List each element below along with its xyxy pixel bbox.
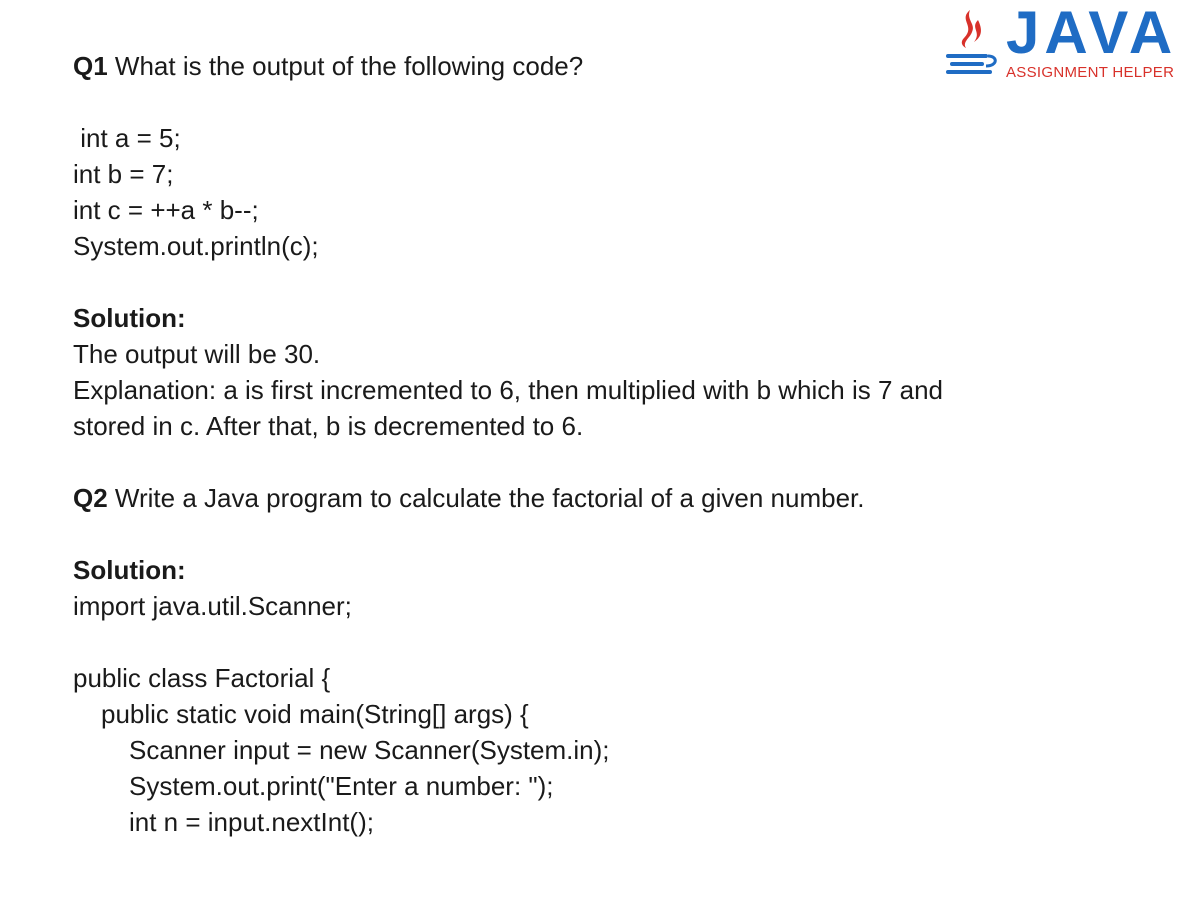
q2-solution-label: Solution: [73, 555, 186, 585]
code-line: int a = 5; [73, 123, 181, 153]
q1-heading [73, 48, 1073, 84]
spacer [73, 84, 1073, 120]
code-line: Scanner input = new Scanner(System.in); [129, 735, 610, 765]
spacer [73, 264, 1073, 300]
logo-wordmark: JAVA [1006, 0, 1178, 66]
q1-solution-label: Solution: [73, 303, 186, 333]
spacer [73, 444, 1073, 480]
code-line: import java.util.Scanner; [73, 591, 352, 621]
q1-explanation-cont: stored in c. After that, b is decremented to 6. [73, 411, 584, 441]
code-line: System.out.print("Enter a number: "); [129, 771, 554, 801]
code-line: int n = input.nextInt(); [129, 807, 374, 837]
q1-question: What is the output of the following code? [107, 51, 584, 81]
spacer [73, 516, 1073, 552]
q1-label: Q1 [73, 51, 108, 81]
code-line: int c = ++a * b--; [73, 195, 259, 225]
q1-explanation: Explanation: a is first incremented to 6, then multiplied with b which is 7 and [73, 375, 944, 405]
spacer [73, 624, 1073, 660]
q2-heading [73, 480, 1073, 516]
code-line: public static void main(String[] args) { [101, 699, 529, 729]
code-line: public class Factorial { [73, 663, 331, 693]
q2-question: Write a Java program to calculate the factorial of a given number. [107, 483, 865, 513]
logo-tagline: ASSIGNMENT HELPER [1006, 64, 1175, 81]
code-line: int b = 7; [73, 159, 174, 189]
slide-body [73, 48, 1073, 840]
q2-label: Q2 [73, 483, 108, 513]
q1-answer: The output will be 30. [73, 339, 321, 369]
code-line: System.out.println(c); [73, 231, 319, 261]
